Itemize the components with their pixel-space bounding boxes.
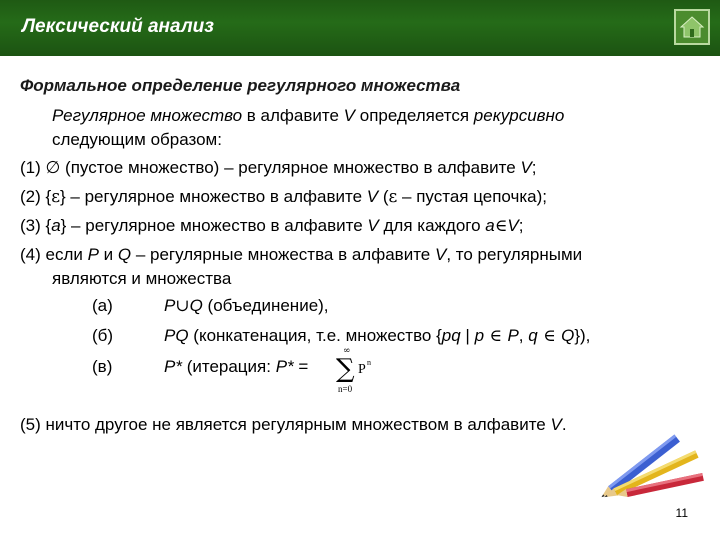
home-icon	[679, 14, 705, 40]
slide-number: 11	[675, 506, 688, 520]
subitem-b-label: (б)	[92, 326, 114, 345]
subitem-c: P* (итерация: P* =	[164, 357, 309, 376]
intro-line-1: Регулярное множество в алфавите V определяется рекурсивно	[52, 106, 565, 125]
rule-4-line-2: являются и множества	[52, 269, 232, 288]
rule-4: (4) если P и Q – регулярные множества в алфавите V, то регулярными	[20, 245, 583, 264]
section-heading: Формальное определение регулярного множества	[20, 76, 461, 95]
pencils-illustration	[590, 410, 710, 520]
rule-2: (2) {ε} – регулярное множество в алфавите V (ε – пустая цепочка);	[20, 187, 548, 207]
sum-formula: ∞ ∑ P n n=0	[336, 346, 371, 394]
subitem-b: PQ (конкатенация, т.е. множество {pq | p ∈ P, q ∈ Q}),	[164, 326, 591, 346]
rule-3: (3) {a} – регулярное множество в алфавите V для каждого a∈V;	[20, 216, 524, 236]
rule-5: (5) ничто другое не является регулярным множеством в алфавите V.	[20, 415, 567, 434]
slide-header	[0, 0, 720, 56]
subitem-c-label: (в)	[92, 357, 113, 376]
home-button[interactable]	[674, 9, 710, 45]
slide-title: Лексический анализ	[22, 16, 214, 37]
empty-set-symbol: ∅	[45, 158, 61, 178]
subitem-a: P∪Q (объединение),	[164, 296, 329, 316]
subitem-a-label: (а)	[92, 296, 113, 315]
rule-1: (1) ∅ (пустое множество) – регулярное множество в алфавите V;	[20, 158, 537, 178]
intro-line-2: следующим образом:	[52, 130, 222, 149]
